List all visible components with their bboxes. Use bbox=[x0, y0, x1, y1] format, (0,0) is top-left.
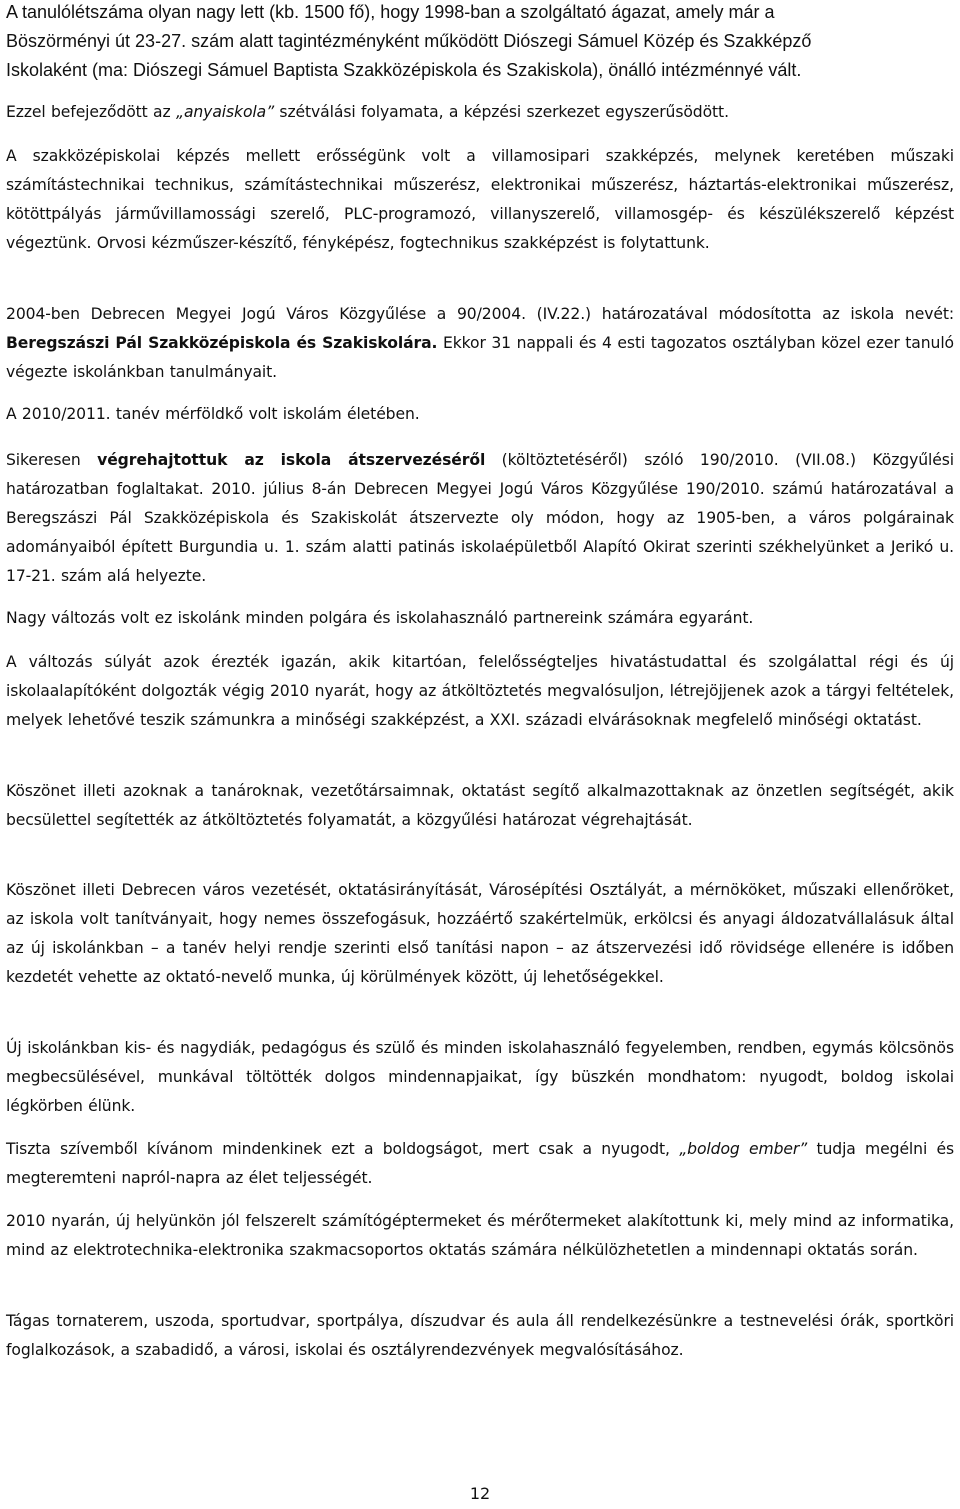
paragraph-reorganization bbox=[6, 446, 954, 591]
intro-paragraph bbox=[6, 0, 954, 85]
text-span: szétválási folyamata, a képzési szerkezet egyszerűsödött. bbox=[274, 103, 729, 121]
italic-term: „boldog ember” bbox=[679, 1140, 808, 1158]
paragraph-thanks-city: Köszönet illeti Debrecen város vezetését, oktatásirányítását, Városépítési Osztályát, a mérnököket, műszaki ellenőröket, az iskola volt tanítványait, hogy nemes összefogásuk, hozzáértő szakértelmük, erkölcsi és anyagi áldozatvállalásuk által az új iskolánkban – a tanév helyi rendje szerinti első tanítási napon – az átszervezési idő rövidsége ellenére is időben kezdetét vehette az oktató-nevelő munka, új körülmények között, új lehetőségekkel. bbox=[6, 881, 954, 986]
text-span: (költöztetéséről) szóló 190/2010. (VII.08.) Közgyűlési határozatban foglaltakat. 2010. július 8-án Debrecen Megyei Jogú Város Közgyűlése 190/2010. számú határozatával a Beregszászi Pál Szakközépiskola és Szakiskolát átszervezte oly módon, hogy az 1905-ben, a város polgárainak adományaiból épített Burgundia u. 1. szám alatti patinás iskolaépületből Alapító Okirat szerinti székhelyünket a Jerikó u. 17-21. szám alá helyezte. bbox=[6, 451, 954, 585]
paragraph-change: Nagy változás volt ez iskolánk minden polgára és iskolahasználó partnereink számára egyaránt. bbox=[6, 609, 754, 627]
text-span: Tiszta szívemből kívánom mindenkinek ezt a boldogságot, mert csak a nyugodt, bbox=[6, 1140, 680, 1158]
page-number: 12 bbox=[469, 1484, 491, 1503]
paragraph-2004 bbox=[6, 300, 954, 387]
intro-line-2: Böszörményi út 23-27. szám alatt tagintézményként működött Diószegi Sámuel Közép és Szakképző bbox=[6, 31, 812, 51]
text-span: 2004-ben Debrecen Megyei Jogú Város Közgyűlése a 90/2004. (IV.22.) határozatával módosította az iskola nevét: bbox=[6, 305, 954, 323]
paragraph-thanks-staff: Köszönet illeti azoknak a tanároknak, vezetőtársaimnak, oktatást segítő alkalmazottaknak az önzetlen segítségét, akik becsülettel segítették az átköltöztetés folyamatát, a közgyűlési határozat végrehajtását. bbox=[6, 782, 954, 829]
bold-school-name: Beregszászi Pál Szakközépiskola és Szakiskolára. bbox=[6, 334, 438, 352]
paragraph-split bbox=[6, 98, 954, 127]
paragraph-training: A szakközépiskolai képzés mellett erősségünk volt a villamosipari szakképzés, melynek keretében műszaki számítástechnikai technikus, számítástechnikai műszerész, elektronikai műszerész, háztartás-elektronikai műszerész, kötöttpályás járművillamossági szerelő, PLC-programozó, villanyszerelő, villamosgép- és készülékszerelő képzést végeztünk. Orvosi kézműszer-készítő, fényképész, fogtechnikus szakképzést is folytattunk. bbox=[6, 147, 954, 252]
text-span: tudja megélni és megteremteni napról-napra az élet teljességét. bbox=[6, 1140, 954, 1187]
paragraph-community: Új iskolánkban kis- és nagydiák, pedagógus és szülő és minden iskolahasználó fegyelemben, rendben, egymás kölcsönös megbecsülésével, munkával töltötték dolgos mindennapjaikat, így büszkén mondhatom: nyugodt, boldog iskolai légkörben élünk. bbox=[6, 1039, 954, 1115]
paragraph-wish bbox=[6, 1135, 954, 1193]
text-span: Ezzel befejeződött az bbox=[6, 103, 176, 121]
bold-phrase: végrehajtottuk az iskola átszervezéséről bbox=[97, 451, 486, 469]
text-span: Sikeresen bbox=[6, 451, 98, 469]
italic-term: „anyaiskola” bbox=[175, 103, 275, 121]
paragraph-equipment: 2010 nyarán, új helyünkön jól felszerelt számítógéptermeket és mérőtermeket alakítottunk ki, mely mind az informatika, mind az elektrotechnika-elektronika szakmacsoportos oktatás számára nélkülözhetetlen a mindennapi oktatás során. bbox=[6, 1212, 954, 1259]
intro-line-3: Iskolaként (ma: Diószegi Sámuel Baptista Szakközépiskola és Szakiskola), önálló intézménnyé vált. bbox=[6, 60, 802, 80]
paragraph-sports: Tágas tornaterem, uszoda, sportudvar, sportpálya, díszudvar és aula áll rendelkezésünkre a testnevelési órák, sportköri foglalkozások, a szabadidő, a városi, iskolai és osztályrendezvények megvalósításához. bbox=[6, 1312, 954, 1359]
text-span: Ekkor 31 nappali és 4 esti tagozatos osztályban közel ezer tanuló végezte iskolánkban tanulmányait. bbox=[6, 334, 954, 381]
paragraph-milestone: A 2010/2011. tanév mérföldkő volt iskolám életében. bbox=[6, 405, 420, 423]
paragraph-burden: A változás súlyát azok érezték igazán, akik kitartóan, felelősségteljes hivatástudattal és szolgálattal régi és új iskolaalapítóként dolgozták végig 2010 nyarát, hogy az átköltöztetés megvalósuljon, létrejöjjenek azok a tárgyi feltételek, melyek lehetővé teszik számunkra a minőségi szakképzést, a XXI. századi elvárásoknak megfelelő minőségi oktatást. bbox=[6, 653, 954, 729]
intro-line-1: A tanulólétszáma olyan nagy lett (kb. 1500 fő), hogy 1998-ban a szolgáltató ágazat, amely már a bbox=[6, 2, 775, 22]
